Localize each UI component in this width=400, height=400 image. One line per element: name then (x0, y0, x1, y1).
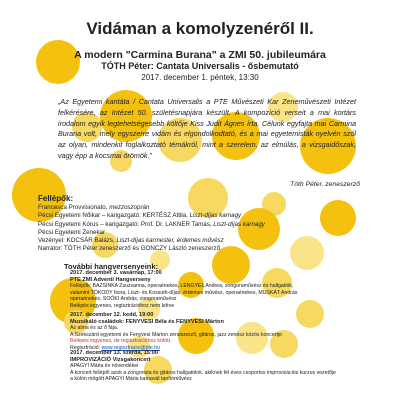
registration-note: Belépés ingyenes, de regisztrációhoz kötött. (70, 338, 172, 345)
registration-link[interactable]: www.regisztracio@pte.hu (101, 344, 161, 351)
poster-work-title: TÓTH Péter: Cantata Universalis - ősbemutató (101, 61, 299, 71)
concert-detail: A Szekszárd egyetemi és Fenyvesi Márton zeneszerző, gitáros, jazz zenész közös koncertje (70, 331, 282, 338)
concert-detail: APAGYI Mária és növendékei (70, 363, 139, 370)
concert-date: 2017. december 12. kedd, 19:00 (70, 312, 154, 318)
list-item (38, 237, 338, 245)
concert-date: 2017. december 13. szerda, 15:00 (70, 350, 159, 356)
concert-title: PTE ZMI Adventi Hangverseny (70, 276, 151, 283)
composer-quote: „Az Egyetemi kantáta / Cantata Universalis a PTE Művészeti Kar Zeneművészeti Intézet felkérésére, az Intézet 50. születésnapjára készült. A kompozíció verseit a mai kortárs irodalom egyik legtehetségesebb költője Kiss Judit Ágnes írta. Célunk egyfajta mai Carmina Burana volt, mely egyszerre vidám és elgondolkodtató, és a mai egyetemisták nyelvén szól az olyan, mindenkit foglalkoztató témákról, mint a szerelem, az elmúlás, a vizsgaidőszak, vagy épp a kocsmai örömök.” (58, 97, 356, 160)
concert-detail: a külön mögött APAGYI Mária karnavál tanítóművész (70, 376, 192, 383)
concert-detail: Belépés ingyenes, regisztrációhoz nem kötve (70, 302, 175, 309)
performer-name: Pécsi Egyetemi Kórus – karigazgató: Prof. Dr. LAKNER Tamás, (38, 220, 212, 228)
event-date: 2017. december 1. péntek, 13:30 (141, 73, 259, 82)
registration-line: Regisztráció: www.regisztracio@pte.hu (70, 344, 161, 351)
list-item (38, 212, 338, 220)
performer-role: Liszt-díjas karnagy (189, 212, 242, 220)
quote-author: Tóth Péter, zeneszerző (290, 181, 360, 188)
list-item (38, 221, 338, 229)
list-item (38, 245, 338, 253)
concert-detail: Az alma és az ő fája. (70, 325, 119, 332)
concert-event (70, 270, 350, 310)
concert-detail: operaénekes, SOÓKI András, zongoraművész (70, 296, 177, 303)
performer-name: Pécsi Egyetemi Zenekar (38, 228, 106, 236)
concert-detail: Fellépők: BAZSINKA Zsuzsanna, operaénekes, LENGYEL Andrea, zongoraművész és hallgatóik, (70, 283, 294, 290)
concert-date: 2017. december 3. vasárnap, 17:00 (70, 270, 162, 276)
performer-name: Narrátor: TÓTH Péter zeneszerző és GONCZY László zeneszerző (38, 245, 221, 253)
performers-heading: Fellépők: (38, 194, 74, 203)
list-item (38, 229, 338, 237)
poster-subtitle: A modern "Carmina Burana" a ZMI 50. jubileumára (74, 49, 326, 61)
performer-name: Francesca Provvisionato, (38, 204, 108, 211)
performers-list (38, 204, 338, 254)
performer-role: Liszt-díjas karmester, érdemes művész (116, 237, 224, 245)
concerts-heading: További hangversenyeink: (64, 262, 159, 271)
concert-event (70, 312, 350, 352)
concert-title: IMPROVIZÁCIÓ Vizsgakoncert (70, 356, 151, 363)
performer-name: Vezényel: KOCSÁR Balázs, (38, 237, 115, 245)
performer-role: mezzoszoprán (109, 204, 150, 211)
concert-title: Muzsikáló családok: FENYVESI Béla és FENYVESI Márton (70, 318, 224, 325)
concert-detail: valamint TÓKODY Ilona, Liszt- és Kossuth-díjas, érdemes művész, operaénekes, MUSKÁT András (70, 289, 298, 296)
performer-name: Pécsi Egyetemi Nőikar – karigazgató: KERTÉSZ Attila, (38, 212, 188, 220)
poster-title: Vidáman a komolyzenéről II. (86, 19, 314, 38)
concert-detail: A koncert fellépői azok a zongorista és gitáros hallgatóink, akiknek fél éves csoportos improvizációs kurzus vezetője (70, 369, 336, 376)
performer-role: Liszt-díjas karnagy (213, 220, 265, 228)
concert-event (70, 350, 350, 383)
list-item (38, 204, 338, 212)
